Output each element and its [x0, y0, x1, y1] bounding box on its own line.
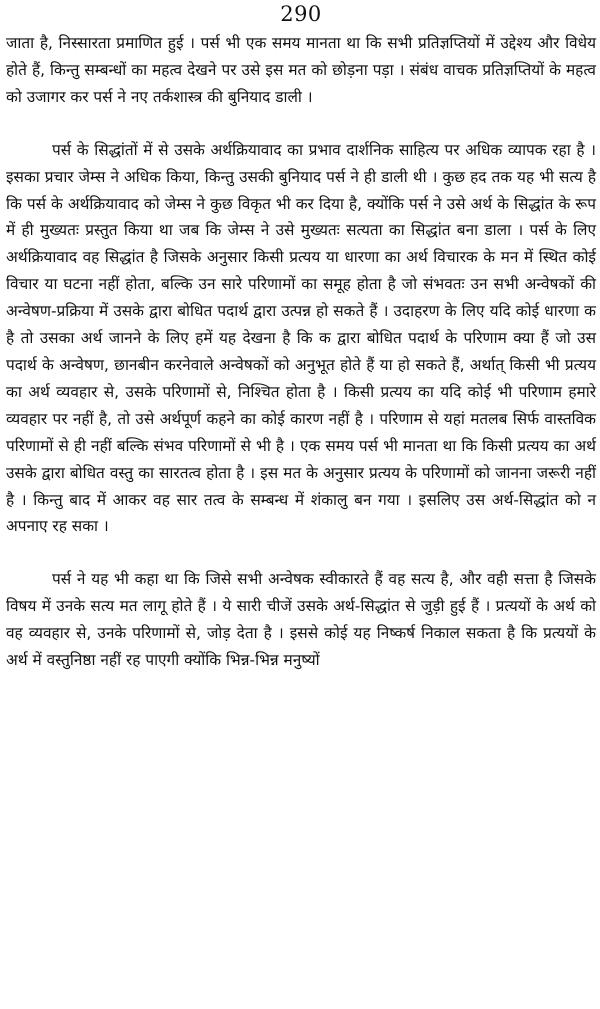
paragraph-3: पर्स ने यह भी कहा था कि जिसे सभी अन्वेषक स्वीकारते हैं वह सत्य है, और वही सत्ता है जिसके विषय में उनके सत्य मत लागू होते हैं । ये सारी चीजें उसके अर्थ-सिद्धांत से जुड़ी हुई हैं । प्रत्ययों के अर्थ को वह व्यवहार से, उनके परिणामों से, जोड़ देता है । इससे कोई यह निष्कर्ष निकाल सकता है कि प्रत्ययों के अर्थ में वस्तुनिष्ठा नहीं रह पाएगी क्योंकि भिन्न-भिन्न मनुष्यों [6, 570, 596, 670]
page-number: 290 [280, 2, 322, 26]
paragraph-gap [6, 111, 596, 137]
paragraph-1: जाता है, निस्सारता प्रमाणित हुई । पर्स भी एक समय मानता था कि सभी प्रतिज्ञप्तियों में उद्देश्य और विधेय होते हैं, किन्तु सम्बन्धों का महत्व देखने पर उसे इस मत को छोड़ना पड़ा । संबंध वाचक प्रतिज्ञप्तियों के महत्व को उजागर कर पर्स ने नए तर्कशास्त्र की बुनियाद डाली । [6, 34, 596, 106]
paragraph-2: पर्स के सिद्धांतों में से उसके अर्थक्रियावाद का प्रभाव दार्शनिक साहित्य पर अधिक व्यापक रहा है । इसका प्रचार जेम्स ने अधिक किया, किन्तु उसकी बुनियाद पर्स ने ही डाली थी । कुछ हद तक यह भी सत्य है कि पर्स के अर्थक्रियावाद को जेम्स ने कुछ विकृत भी कर दिया है, क्योंकि पर्स ने उसे अर्थ के सिद्धांत के रूप में ही मुख्यतः प्रस्तुत किया था जब कि जेम्स ने उसे मुख्यतः सत्यता का सिद्धांत बना डाला । पर्स के लिए अर्थक्रियावाद वह सिद्धांत है जिसके अनुसार किसी प्रत्यय या धारणा का अर्थ विचारक के मन में स्थित कोई विचार या घटना नहीं होता, बल्कि उन सारे परिणामों का समूह होता है जो संभवतः उन सभी अन्वेषकों की अन्वेषण-प्रक्रिया में उसके द्वारा बोधित पदार्थ द्वारा उत्पन्न हो सकते हैं । उदाहरण के लिए यदि कोई धारणा क है तो उसका अर्थ जानने के लिए हमें यह देखना है कि क द्वारा बोधित पदार्थ के परिणाम क्या हैं जो उस पदार्थ के अन्वेषण, छानबीन करनेवाले अन्वेषकों को अनुभूत होते हैं या हो सकते हैं, अर्थात् किसी भी प्रत्यय का अर्थ व्यवहार से, उसके परिणामों से, निश्चित होता है । किसी प्रत्यय का यदि कोई भी परिणाम हमारे व्यवहार पर नहीं है, तो उसे अर्थपूर्ण कहने का कोई कारण नहीं है । परिणाम से यहां मतलब सिर्फ वास्तविक परिणामों से ही नहीं बल्कि संभव परिणामों से भी है । एक समय पर्स भी मानता था कि किसी प्रत्यय का अर्थ उसके द्वारा बोधित वस्तु का सारतत्व होता है । इस मत के अनुसार प्रत्यय के परिणामों को जानना जरूरी नहीं है । किन्तु बाद में आकर वह सार तत्व के सम्बन्ध में शंकालु बन गया । इसलिए उस अर्थ-सिद्धांत को न अपनाए रह सका । [6, 140, 596, 536]
paragraph-gap [6, 540, 596, 566]
